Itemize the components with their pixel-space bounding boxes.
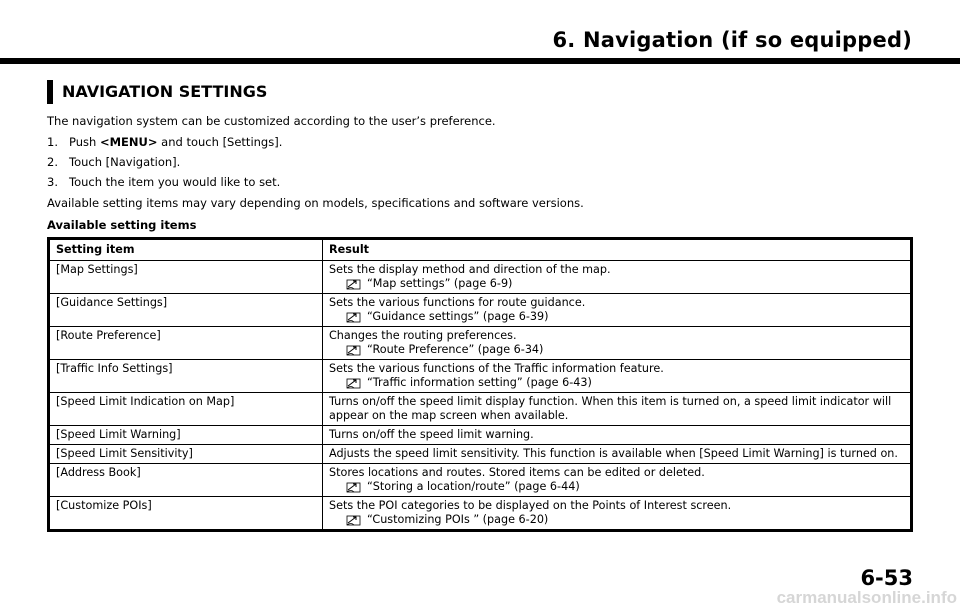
table-row: [49, 294, 912, 327]
result-text: Changes the routing preferences.: [329, 329, 517, 342]
reference-text[interactable]: “Map settings” (page 6-9): [367, 277, 513, 290]
page-reference[interactable]: [329, 513, 904, 527]
result-text: Sets the various functions of the Traffic information feature.: [329, 362, 664, 375]
reference-link-icon: [345, 344, 363, 356]
result-text: Stores locations and routes. Stored items can be edited or deleted.: [329, 466, 705, 479]
table-header-row: [49, 239, 912, 261]
reference-text[interactable]: “Traffic information setting” (page 6-43): [367, 376, 592, 389]
setting-item: [Speed Limit Warning]: [49, 426, 323, 445]
table-row: [49, 393, 912, 426]
reference-text[interactable]: “Route Preference” (page 6-34): [367, 343, 544, 356]
step-number: 3.: [47, 175, 58, 189]
setting-item: [Customize POIs]: [49, 497, 323, 531]
step-text: Touch the item you would like to set.: [69, 175, 281, 189]
step-3: [47, 175, 280, 189]
reference-link-icon: [345, 481, 363, 493]
setting-result: [323, 261, 912, 294]
step-text: and touch [Settings].: [157, 135, 283, 149]
header-result: Result: [323, 239, 912, 261]
page-reference[interactable]: [329, 310, 904, 324]
result-text: Turns on/off the speed limit display function. When this item is turned on, a speed limit indicator will appear on the map screen when available.: [329, 395, 892, 422]
settings-table: [47, 237, 913, 532]
step-text: Push: [69, 135, 100, 149]
setting-item: [Traffic Info Settings]: [49, 360, 323, 393]
setting-result: [323, 464, 912, 497]
intro-text: The navigation system can be customized according to the user’s preference.: [47, 114, 496, 128]
table-row: [49, 360, 912, 393]
reference-link-icon: [345, 377, 363, 389]
result-text: Sets the POI categories to be displayed on the Points of Interest screen.: [329, 499, 732, 512]
step-2: [47, 155, 180, 169]
table-title: Available setting items: [47, 218, 197, 232]
page-reference[interactable]: [329, 376, 904, 390]
setting-result: [323, 426, 912, 445]
table-row: [49, 327, 912, 360]
table-row: [49, 426, 912, 445]
setting-result: [323, 360, 912, 393]
setting-item: [Speed Limit Sensitivity]: [49, 445, 323, 464]
reference-link-icon: [345, 514, 363, 526]
setting-item: [Map Settings]: [49, 261, 323, 294]
table-row: [49, 497, 912, 531]
setting-result: [323, 445, 912, 464]
menu-key: <MENU>: [99, 135, 158, 149]
reference-link-icon: [345, 311, 363, 323]
setting-item: [Route Preference]: [49, 327, 323, 360]
page-reference[interactable]: [329, 277, 904, 291]
page-number: 6-53: [860, 566, 913, 590]
page-reference[interactable]: [329, 343, 904, 357]
note-text: Available setting items may vary depending on models, specifications and software versions.: [47, 196, 584, 210]
step-number: 1.: [47, 135, 58, 149]
reference-link-icon: [345, 278, 363, 290]
result-text: Adjusts the speed limit sensitivity. This function is available when [Speed Limit Warning] is turned on.: [329, 447, 898, 460]
setting-result: [323, 497, 912, 531]
section-title: NAVIGATION SETTINGS: [62, 82, 268, 101]
result-text: Sets the display method and direction of the map.: [329, 263, 611, 276]
step-text: Touch [Navigation].: [69, 155, 181, 169]
setting-item: [Guidance Settings]: [49, 294, 323, 327]
step-number: 2.: [47, 155, 58, 169]
table-row: [49, 261, 912, 294]
table-row: [49, 445, 912, 464]
chapter-title: 6. Navigation (if so equipped): [552, 28, 912, 52]
header-rule: [0, 58, 960, 64]
setting-item: [Speed Limit Indication on Map]: [49, 393, 323, 426]
reference-text[interactable]: “Customizing POIs ” (page 6-20): [367, 513, 549, 526]
setting-item: [Address Book]: [49, 464, 323, 497]
setting-result: [323, 393, 912, 426]
header-setting-item: Setting item: [49, 239, 323, 261]
setting-result: [323, 327, 912, 360]
reference-text[interactable]: “Guidance settings” (page 6-39): [367, 310, 549, 323]
watermark: carmanualsonline.info: [776, 588, 957, 607]
result-text: Sets the various functions for route guidance.: [329, 296, 586, 309]
setting-result: [323, 294, 912, 327]
result-text: Turns on/off the speed limit warning.: [329, 428, 534, 441]
reference-text[interactable]: “Storing a location/route” (page 6-44): [367, 480, 580, 493]
table-row: [49, 464, 912, 497]
section-marker-bar: [47, 80, 53, 104]
page-reference[interactable]: [329, 480, 904, 494]
step-1: [47, 135, 282, 149]
